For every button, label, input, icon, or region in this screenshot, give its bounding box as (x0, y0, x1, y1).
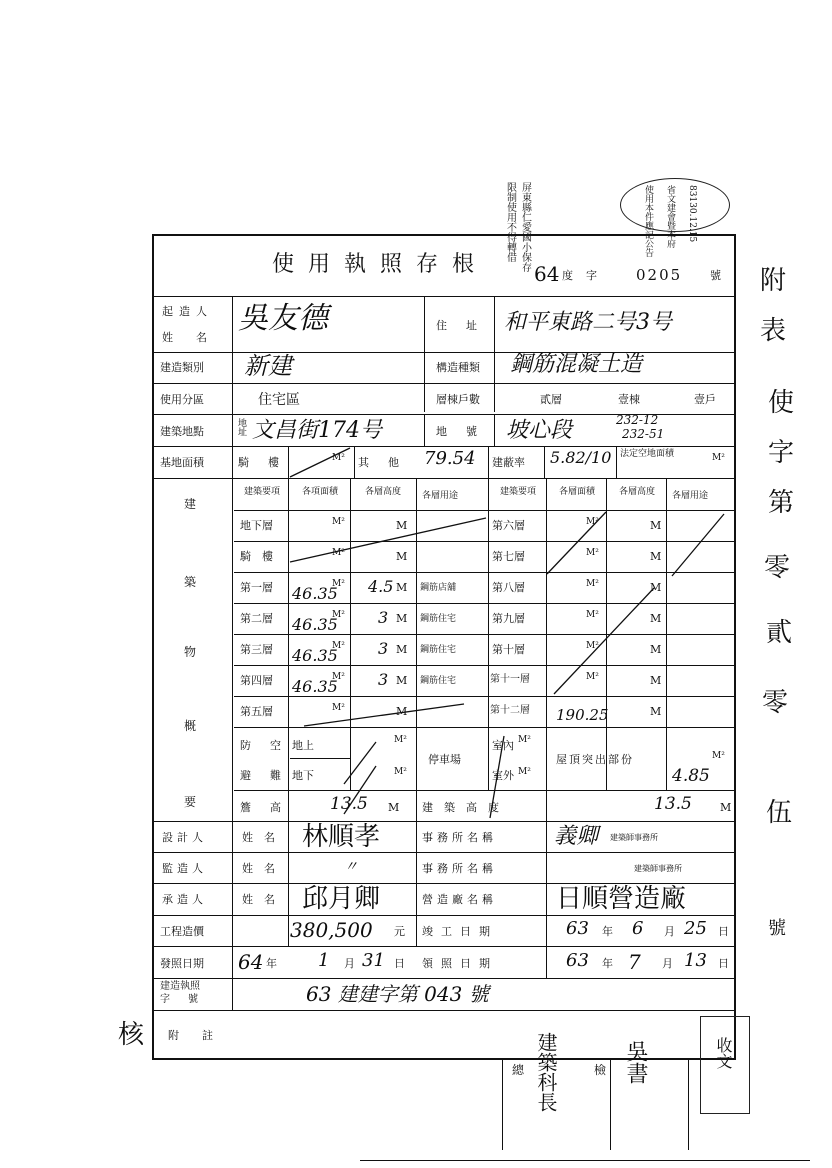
floor-4-height: 3 (378, 670, 389, 689)
building-height-value: 13.5 (654, 794, 692, 814)
shelter-label-1: 防 空 (240, 739, 285, 752)
unit-m2: M² (332, 703, 345, 713)
floors-label: 層棟戶數 (436, 393, 480, 406)
cost-unit: 元 (394, 925, 405, 938)
form-title: 使用執照存根 (272, 252, 489, 277)
building-side-4: 概 (184, 719, 197, 733)
floor-1-height: 4.5 (368, 577, 394, 596)
site-address: 文昌街174号 (252, 418, 382, 443)
floor-label-5: 第五層 (240, 705, 273, 718)
zone-value: 住宅區 (258, 392, 300, 408)
floor-label-8: 第八層 (492, 581, 525, 594)
completion-label: 竣工日期 (422, 925, 498, 938)
floor-label-11: 第十一層 (490, 674, 530, 685)
unit-m: M (396, 519, 408, 532)
issue-y: 年 (266, 957, 277, 970)
cost-label: 工程造價 (160, 925, 204, 938)
completion-y: 年 (602, 925, 613, 938)
applicant-address: 和平東路二号3号 (504, 310, 672, 335)
floor-1-area: 46.35 (292, 584, 338, 603)
land-number-2: 232-51 (622, 427, 665, 441)
unit-m2: M² (332, 641, 345, 651)
supervisor-name-label: 姓 名 (242, 862, 275, 875)
unit-m: M (396, 643, 408, 656)
unit-m2: M² (394, 767, 407, 777)
unit-m: M (720, 801, 732, 814)
other-label: 其 他 (358, 456, 403, 469)
floor-label-3: 第三層 (240, 643, 273, 656)
unit-m2: M² (332, 517, 345, 527)
designer-name-label: 姓 名 (242, 831, 275, 844)
margin-char-6: 零 (764, 553, 791, 583)
zong-label: 總 (512, 1063, 525, 1077)
receive-day: 13 (684, 950, 707, 971)
unit-m2: M² (518, 767, 531, 777)
circle-stamp (620, 178, 730, 257)
unit-m2: M² (332, 579, 345, 589)
supervisor-office-suffix: 建築師事務所 (634, 864, 682, 873)
base-m2-1: M² (332, 453, 345, 463)
completion-day: 25 (684, 918, 707, 939)
building-side-3: 物 (184, 645, 197, 659)
margin-char-9: 伍 (766, 798, 793, 828)
floor-3-height: 3 (378, 639, 389, 658)
col-header-1: 建築要項 (243, 487, 280, 497)
completion-year: 63 (566, 918, 589, 939)
floor-4-use: 鋼筋住宅 (420, 676, 457, 686)
designer-label: 設計人 (162, 831, 207, 844)
unit-m2: M² (394, 735, 407, 745)
shelter-below: 地下 (292, 769, 314, 782)
receive-d: 日 (718, 957, 729, 970)
issue-label: 發照日期 (160, 957, 204, 970)
permit-form-table (152, 234, 736, 1060)
zone-label: 使用分區 (160, 393, 204, 406)
hu-value: 壹戶 (694, 393, 716, 406)
issue-year: 64 (238, 950, 264, 974)
contractor-name-label: 姓 名 (242, 893, 275, 906)
unit-m2: M² (586, 672, 599, 682)
col-header-4: 各層用途 (422, 491, 459, 501)
unit-m2: M² (332, 548, 345, 558)
circle-stamp-line-3: 83130.12.15 (687, 185, 697, 243)
building-side-5: 要 (184, 795, 197, 809)
category-label: 建造類別 (160, 361, 204, 374)
unit-m: M (396, 705, 408, 718)
contractor-firm: 日順營造廠 (556, 884, 687, 914)
receive-m: 月 (662, 957, 673, 970)
unit-m: M (396, 550, 408, 563)
completion-d: 日 (718, 925, 729, 938)
eaves-value: 13.5 (330, 794, 368, 814)
unit-m: M (650, 519, 662, 532)
margin-char-5: 第 (768, 488, 795, 518)
dong-value: 壹棟 (618, 393, 640, 406)
floor-2-height: 3 (378, 608, 389, 627)
floor-label-arcade: 騎 樓 (240, 550, 273, 563)
unit-m: M (650, 550, 662, 563)
base-m2-2: M² (712, 453, 725, 463)
unit-m: M (396, 581, 408, 594)
archive-stamp-2: 限制使用不得轉借 (504, 182, 516, 262)
issue-d: 日 (394, 957, 405, 970)
floor-label-12: 第十二層 (490, 705, 530, 716)
addr-tag: 地址 (236, 418, 246, 436)
land-number-1: 232-12 (616, 413, 659, 427)
unit-m2: M² (518, 735, 531, 745)
receive-month: 7 (628, 950, 641, 974)
land-label: 地 號 (436, 425, 481, 438)
contractor-label: 承造人 (162, 893, 207, 906)
unit-m: M (650, 612, 662, 625)
floor-label-b1: 地下層 (240, 519, 273, 532)
unit-m2: M² (712, 751, 725, 761)
unit-m: M (650, 674, 662, 687)
unit-m2: M² (332, 672, 345, 682)
unit-m2: M² (586, 641, 599, 651)
permit-label-2: 字 號 (160, 994, 202, 1005)
open-space-label: 法定空地面積 (620, 449, 675, 459)
permit-value: 63 建建字第 043 號 (306, 982, 489, 1006)
eaves-label: 簷 高 (240, 801, 285, 814)
receive-label: 領照日期 (422, 957, 498, 970)
floor-2-area: 46.35 (292, 615, 338, 634)
cost-value: 380,500 (290, 918, 373, 942)
floor-3-use: 鋼筋住宅 (420, 645, 457, 655)
unit-m: M (650, 643, 662, 656)
permit-label-1: 建造執照 (160, 981, 200, 992)
strike-lines (154, 236, 738, 1062)
receive-y: 年 (602, 957, 613, 970)
unit-m2: M² (586, 517, 599, 527)
col-header-3: 各層高度 (364, 487, 401, 497)
category-value: 新建 (244, 352, 292, 380)
name-label: 姓 名 (162, 331, 213, 344)
remark-label: 附 註 (168, 1029, 219, 1042)
location-label: 建築地點 (160, 425, 204, 438)
col-header-8: 各層用途 (672, 491, 709, 501)
permit-number: 0205 (636, 266, 683, 284)
completion-month: 6 (632, 918, 644, 939)
arcade-label: 騎 樓 (238, 456, 283, 469)
structure-value: 鋼筋混凝土造 (510, 352, 643, 377)
circle-stamp-line-1: 使用本件應記公告 (643, 185, 653, 257)
outdoor-label: 室外 (492, 769, 514, 782)
parking-label: 停車場 (428, 753, 461, 766)
received-stamp (700, 1016, 750, 1114)
margin-char-3: 使 (768, 388, 795, 418)
col-header-5: 建築要項 (499, 487, 536, 497)
issue-month: 1 (318, 950, 330, 971)
left-cut-char: 核 (118, 1020, 145, 1050)
address-label: 住 址 (436, 319, 481, 332)
supervisor-name: 〃 (344, 859, 358, 875)
coverage-label: 建蔽率 (492, 456, 525, 469)
supervisor-label: 監造人 (162, 862, 207, 875)
margin-char-8: 零 (762, 688, 789, 718)
unit-m: M (396, 612, 408, 625)
margin-char-10: 號 (768, 918, 786, 939)
building-side-2: 築 (184, 575, 197, 589)
shelter-above: 地上 (292, 739, 314, 752)
floor-label-6: 第六層 (492, 519, 525, 532)
jian-label: 檢 (594, 1063, 607, 1077)
floor-4-area: 46.35 (292, 677, 338, 696)
receive-year: 63 (566, 950, 589, 971)
roof-label: 屋頂突出部份 (556, 753, 634, 766)
floor-label-7: 第七層 (492, 550, 525, 563)
completion-m: 月 (664, 925, 675, 938)
floor-3-area: 46.35 (292, 646, 338, 665)
other-value: 79.54 (424, 448, 476, 469)
unit-m2: M² (586, 548, 599, 558)
unit-m2: M² (586, 610, 599, 620)
archive-stamp-1: 屏東縣仁愛國小保存 (519, 182, 531, 272)
floor-label-2: 第二層 (240, 612, 273, 625)
land-section: 坡心段 (506, 418, 573, 443)
issue-day: 31 (362, 950, 385, 971)
issue-m: 月 (344, 957, 355, 970)
margin-char-1: 附 (760, 266, 787, 296)
contractor-name: 邱月卿 (302, 884, 381, 914)
building-side-1: 建 (184, 497, 197, 511)
year-suffix: 度 (562, 269, 573, 282)
designer-office-suffix: 建築師事務所 (610, 833, 658, 842)
structure-label: 構造種類 (436, 361, 480, 374)
received-stamp-text: 收文 (714, 1037, 733, 1069)
unit-m: M (650, 705, 662, 718)
unit-m2: M² (586, 579, 599, 589)
unit-m2: M² (332, 610, 345, 620)
floor-label-1: 第一層 (240, 581, 273, 594)
hao-label: 號 (710, 269, 721, 282)
col-header-2: 各項面積 (301, 487, 338, 497)
designer-office-label: 事務所名稱 (422, 831, 497, 844)
base-area-label: 基地面積 (160, 456, 204, 469)
building-height-label: 建 築 高 度 (422, 801, 499, 814)
floor-2-use: 鋼筋住宅 (420, 614, 457, 624)
permit-year: 64 (534, 262, 560, 286)
col-header-6: 各層面積 (558, 487, 595, 497)
signature-seal-2: 吳書 (623, 1040, 648, 1084)
floor-label-9: 第九層 (492, 612, 525, 625)
floors-value: 貳層 (540, 393, 562, 406)
unit-m: M (650, 581, 662, 594)
col-header-7: 各層高度 (618, 487, 655, 497)
floor-label-10: 第十層 (492, 643, 525, 656)
indoor-label: 室內 (492, 739, 514, 752)
margin-char-7: 貳 (766, 618, 793, 648)
supervisor-office-label: 事務所名稱 (422, 862, 497, 875)
floor-12-area: 190.25 (556, 706, 609, 724)
char-label: 字 (586, 269, 597, 282)
unit-m: M (388, 801, 400, 814)
designer-name: 林順孝 (302, 822, 381, 852)
floor-label-4: 第四層 (240, 674, 273, 687)
margin-char-2: 表 (760, 316, 787, 346)
designer-office: 義卿 (554, 824, 599, 849)
unit-m: M (396, 674, 408, 687)
signature-seal-1: 建築科長 (534, 1032, 558, 1112)
roof-value: 4.85 (672, 766, 710, 786)
firm-label: 營造廠名稱 (422, 893, 497, 906)
circle-stamp-line-2: 省文建會暨本府 (665, 185, 675, 248)
coverage-value: 5.82/10 (550, 448, 612, 467)
floor-1-use: 鋼筋店舖 (420, 583, 457, 593)
margin-char-4: 字 (768, 438, 795, 468)
shelter-label-2: 避 難 (240, 769, 285, 782)
applicant-label: 起造人 (162, 305, 213, 318)
applicant-name: 吳友德 (238, 301, 328, 336)
